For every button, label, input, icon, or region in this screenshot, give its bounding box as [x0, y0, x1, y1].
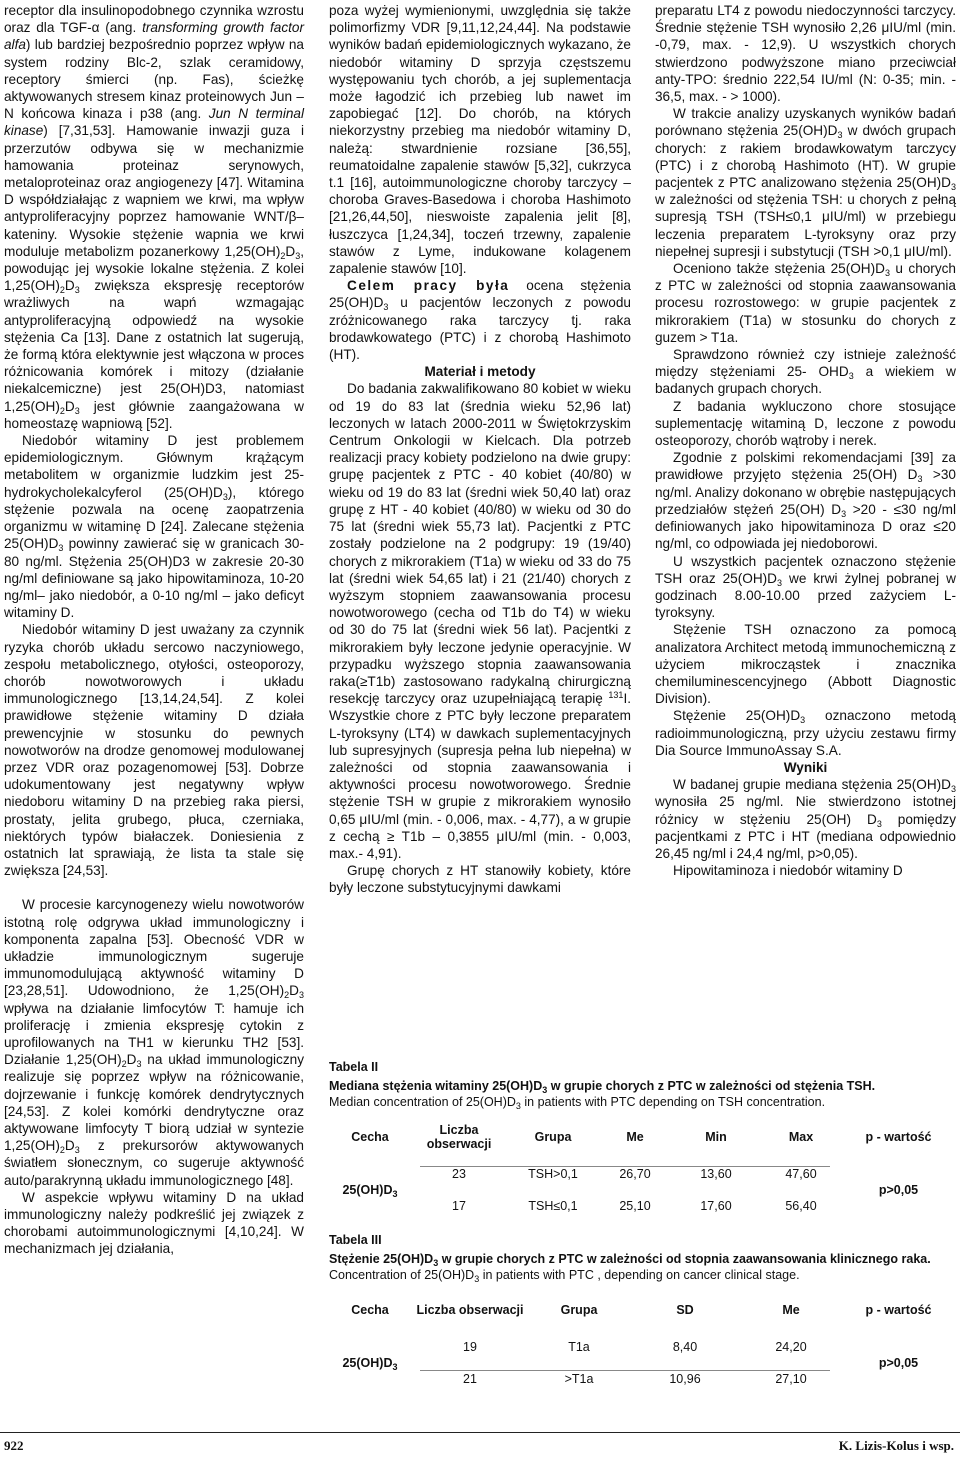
paragraph: W badanej grupie mediana stężenia $25(OH)D_3$ wynosiła 25 ng/ml. Nie stwierdzono istotnej różnicy w stężeniu 25(OH) $D_3$ pomiędzy pacjentkami z PTC i HT (mediana odpowiednio 26,45 ng/ml i 24,4 ng/ml, p>0,05). [655, 777, 956, 861]
table-cell: 21 [463, 1372, 477, 1386]
table-cell: TSH>0,1 [528, 1167, 578, 1181]
table-cell: 17 [452, 1199, 466, 1213]
table-3-label: Tabela III [329, 1233, 382, 1247]
table-header-cell: Grupa [534, 1130, 572, 1144]
table-3-divider [420, 1370, 830, 1371]
running-footer-authors: K. Lizis-Kolus i wsp. [838, 1438, 954, 1453]
table-feature-cell: $25(OH)D_3$ [342, 1183, 398, 1199]
table-cell: 10,96 [669, 1372, 701, 1386]
paragraph: W trakcie analizy uzyskanych wyników badań porównano stężenia $25(OH)D_3$ w dwóch grupach chorych: z rakiem brodawkowatym tarczycy (PTC) i z chorobą Hashimoto (HT). W grupie pacjentek z PTC analizowano stężenia $25(OH)D_3$ w zależności od stężenia TSH: u chorych z pełną supresją TSH (TSH≤0,1 μIU/ml) w przebiegu leczenia preparatem L-tyroksyny oraz przy niepełnej supresji i substytucji (TSH >0,1 μIU/ml). [655, 106, 956, 259]
table-row [329, 1331, 956, 1363]
table-p-value-cell: p>0,05 [878, 1356, 919, 1370]
table-header-cell: Cecha [351, 1130, 389, 1144]
paragraph: W aspekcie wpływu witaminy D na układ immunologiczny należy podkreślić jej związek z chorobami autoimmunologicznymi [4,10,24]. W mechanizmach jej działania, [4, 1189, 304, 1257]
table-2-label: Tabela II [329, 1060, 379, 1074]
table-cell: 47,60 [785, 1167, 817, 1181]
table-header-cell: Me [782, 1303, 800, 1317]
paragraph: Do badania zakwalifikowano 80 kobiet w wieku od 19 do 83 lat (średnia wieku 52,96 lat) leczonych w latach 2000-2011 w Świętokrzyskim Centrum Onkologii w Kielcach. Dla potrzeb realizacji pracy kobiety podzielono na dwie grupy: grupę pacjentek z PTC - 40 kobiet (40/80) w wieku od 19 do 83 lat (średni wiek 50,40 lat) oraz grupę z HT - 40 kobiet (40/80) w wieku od 30 do 75 lat (średni wiek 55,73 lat). Pacjentki z PTC zostały podzielone na 2 podgrupy: 19 (19/40) chorych z mikrorakiem (T1a) w wieku od 33 do 75 lat (średni wiek 54,65 lat) i 21 (21/40) chorych z wyższym stopniem zaawansowania procesu nowotworowego (cecha od T1b do T4) w wieku od 30 do 75 lat (średni wiek 56 lat). Pacjentki z mikrorakiem były leczone jedynie operacyjnie. W przypadku wyższego stopnia zaawansowania raka(≥T1b) zastosowano radykalną chirurgiczną resekcję tarczycy oraz uzupełniającą terapię $^{131}$I. Wszystkie chore z PTC były leczone preparatem L-tyroksyny (LT4) w dawkach suplementacyjnych lub supresyjnych (supresja pełna lub niepełna) w zależności od stopnia zaawansowania i aktywności procesu nowotworowego. Średnie stężenie TSH w grupie z mikrorakiem wynosiło 0,65 μIU/ml (min. - 0,006, max. - 4,77), a w grupie z cechą ≥ T1b – 0,3855 μIU/ml (min. - 0,003, max.- 4,91). [329, 381, 631, 861]
paragraph: poza wyżej wymienionymi, uwzględnia się także polimorfizmy VDR [9,11,12,24,44]. Na podstawie wyników badań epidemiologicznych wykazano, że niedobór witaminy D sprzyja częstszemu występowaniu tych chorób, a jej suplementacja może łagodzić ich przebieg lub nawet im zapobiegać [12]. Do chorób, na których niekorzystny przebieg ma niedobór witaminy D, należą: stwardnienie rozsiane [36,55], reumatoidalne zapalenie stawów [5,32], cukrzyca t.1 [16], autoimmunologiczne choroby tarczycy – choroba Graves-Basedowa i choroba Hashimoto [21,26,44,50], nieswoiste zapalenia jelit [8], łuszczyca [1,24,34], toczeń trzewny, zapalenie stawów z Lyme, indukowane kolagenem zapalenie stawów [10]. [329, 3, 631, 277]
table-2-block [329, 1060, 956, 1222]
paragraph: Zgodnie z polskimi rekomendacjami [39] za prawidłowe przyjęto stężenia 25(OH) $D_3 >30$ ng/ml. Analizy dokonano w obrębie następujących przedziałów stężeń 25(OH) $D_3 >20 - \le 30$ ng/ml definiowanych jako hipowitaminoza D oraz ≤20 ng/ml, co odpowiada jej niedoborowi. [655, 450, 957, 552]
table-cell: 26,70 [619, 1167, 651, 1181]
text-column-middle [329, 2, 631, 897]
table-header-row [329, 1116, 956, 1158]
table-3-title-en: Concentration of $25(OH)D_3$ in patients with PTC , depending on cancer clinical stage. [329, 1268, 800, 1284]
paragraph: receptor dla insulinopodobnego czynnika wzrostu oraz dla TGF-α (ang. transforming growth factor alfa) lub bardziej bezpośrednio poprzez wpływ na system rodziny Blc-2, szlak ceramidowy, receptory śmierci (np. Fas), ścieżkę aktywowanych stresem kinaz proteinowych Jun –N końcowa kinaza i p38 (ang. Jun N terminal kinase) [7,31,53]. Hamowanie inwazji guza i przerzutów odbywa się w mechanizmie hamowania proteinaz serynowych, metaloproteinaz oraz angiogenezy [47]. Witamina D współdziałając z wapniem we krwi, ma wpływ antyproliferacyjny poprzez hamowanie WNT/β–kateniny. Wysokie stężenie wapnia we krwi moduluje metabolizm pozanerkowy $1,25(OH)_2D_3$, powodując jej wysokie lokalne stężenia. Z kolei $1,25(OH)_2D_3$ zwiększa ekspresję receptorów wrażliwych na wapń wzmagając antyproliferacyjną odpowiedź na wysokie stężenia Ca [13]. Dane z ostatnich lat sugerują, że formą która elektywnie jest włączona w proces różnicowania komórek i mitozy (działanie niekalcemiczne) jest 25(OH)D3, natomiast $1,25(OH)_2D_3$ jest głównie zaangażowana w homeostazę wapniową [52]. [4, 3, 304, 431]
table-cell: 56,40 [785, 1199, 817, 1213]
table-feature-cell: $25(OH)D_3$ [342, 1356, 398, 1372]
table-header-cell: SD [676, 1303, 694, 1317]
paragraph: W procesie karcynogenezy wielu nowotworów istotną rolę odgrywa układ immunologiczny i komponenta zapalna [53]. Obecność VDR w układzie immunologicznym sugeruje immunomodulującą aktywność witaminy D [23,28,51]. Udowodniono, że $1,25(OH)_2D_3$ wpływa na działanie limfocytów T: hamuje ich proliferację i zmienia ekspresję cytokin z uprofilowanych na TH1 w kierunku TH2 [53]. Działanie $1,25(OH)_2D_3$ na układ immunologiczny realizuje się poprzez wpływ na różnicowanie, dojrzewanie i funkcję komórek dendrytycznych [24,53]. Z kolei komórki dendrytyczne oraz aktywowane limfocyty T biorą udział w syntezie $1,25(OH)_2D_3$ z prekursorów aktywowanych światłem słonecznym, co sugeruje aktywność auto/parakrynną układu immunologicznego [48]. [4, 897, 304, 1188]
table-2 [329, 1116, 956, 1222]
table-cell: 8,40 [672, 1340, 698, 1354]
paragraph: Z badania wykluczono chore stosujące suplementację witaminą D, leczone z powodu osteoporozy, chorób wątroby i nerek. [655, 398, 956, 449]
paragraph: Celem pracy była ocena stężenia $25(OH)D_3$ u pacjentów leczonych z powodu zróżnicowanego raka tarczycy tj. raka brodawkowatego (PTC) i z chorobą Hashimoto (HT). [329, 278, 631, 363]
table-header-cell: Cecha [351, 1303, 389, 1317]
section-heading: Wyniki [783, 759, 828, 775]
table-p-value-cell: p>0,05 [878, 1183, 919, 1197]
table-header-cell: Liczba obserwacji [416, 1303, 524, 1317]
text-column-right [655, 2, 956, 879]
table-3-title-pl: Stężenie $25(OH)D_3$ w grupie chorych z PTC w zależności od stopnia zaawansowania klinicznego raka. [329, 1252, 931, 1268]
text-column-left [4, 2, 304, 1258]
table-2-divider [420, 1166, 830, 1167]
table-row [329, 1158, 956, 1190]
table-cell: T1a [568, 1340, 590, 1354]
table-cell: 23 [452, 1167, 466, 1181]
table-cell: TSH≤0,1 [528, 1199, 578, 1213]
paragraph: Stężenie TSH oznaczono za pomocą analizatora Architect metodą immunochemiczną z użyciem mikrocząstek i znacznika chemiluminescencyjnego (Abbott Diagnostic Division). [655, 622, 956, 707]
table-cell: 27,10 [775, 1372, 807, 1386]
table-header-cell: p - wartość [865, 1130, 932, 1144]
table-header-row [329, 1289, 956, 1331]
paragraph: Sprawdzono również czy istnieje zależność między stężeniami 25- $OHD_3$ a wiekiem w badanych grupach chorych. [655, 347, 957, 397]
page-number: 922 [4, 1438, 24, 1453]
table-cell: 19 [463, 1340, 477, 1354]
paragraph: Grupę chorych z HT stanowiły kobiety, które były leczone substytucyjnymi dawkami [329, 863, 631, 896]
paragraph: Oceniono także stężenia $25(OH)D_3$ u chorych z PTC w zależności od stopnia zaawansowania procesu rozrostowego: w grupie pacjentek z mikrorakiem (T1a) w stosunku do chorych z guzem > T1a. [655, 261, 956, 345]
table-header-cell: Min [705, 1130, 727, 1144]
paragraph: Hipowitaminoza i niedobór witaminy D [673, 863, 903, 879]
table-3 [329, 1289, 956, 1395]
table-cell: 13,60 [700, 1167, 732, 1181]
table-2-title-en: Median concentration of $25(OH)D_3$ in patients with PTC depending on TSH concentration. [329, 1095, 826, 1111]
table-header-cell: Liczba obserwacji [426, 1123, 492, 1151]
footer-rule [0, 1432, 960, 1433]
table-cell: 25,10 [619, 1199, 651, 1213]
paragraph: U wszystkich pacjentek oznaczono stężenie TSH oraz $25(OH)D_3$ we krwi żylnej pobranej w godzinach 8.00-10.00 przed zażyciem L-tyroksyny. [655, 553, 956, 621]
table-header-cell: p - wartość [865, 1303, 932, 1317]
paragraph: preparatu LT4 z powodu niedoczynności tarczycy. Średnie stężenie TSH wynosiło 2,26 μIU/ml (min. -0,79, max. - 12,9). U wszystkich chorych stwierdzono podwyższone miano przeciwciał anty-TPO: średnio 222,54 IU/ml (N: 0-35; min. - 36,5, max. - > 1000). [655, 3, 956, 105]
paragraph: Stężenie $25(OH)D_3$ oznaczono metodą radioimmunologiczną, przy użyciu zestawu firmy Dia Source ImmunoAssay S.A. [655, 708, 956, 758]
table-cell: 17,60 [700, 1199, 732, 1213]
section-heading: Materiał i metody [424, 364, 536, 380]
table-header-cell: Max [788, 1130, 814, 1144]
table-2-title-pl: Mediana stężenia witaminy $25(OH)D_3$ w grupie chorych z PTC w zależności od stężenia TSH. [329, 1079, 876, 1095]
paragraph: Niedobór witaminy D jest uważany za czynnik ryzyka chorób układu sercowo naczyniowego, zespołu metabolicznego, otyłości, osteoporozy, chorób nowotworowych i układu immunologicznego [13,14,24,54]. Z kolei prawidłowe stężenie witaminy D działa prewencyjnie w stosunku do pewnych nowotworów na drodze genomowej modulowanej przez VDR oraz pozagenomowej [53]. Dobrze udokumentowany jest negatywny wpływ niedoboru witaminy D na przebieg raka piersi, prostaty, jelita grubego, płuca, czerniaka, niektórych typów białaczek. Doniesienia z ostatnich lat sprawiają, że lista ta stale się zwiększa [24,53]. [4, 622, 304, 879]
table-cell: 24,20 [775, 1340, 807, 1354]
paragraph: Niedobór witaminy D jest problemem epidemiologicznym. Głównym krążącym metabolitem w organizmie ludzkim jest 25-hydrokycholekalcyferol $(25(OH)D_3)$, którego stężenie pozwala na ocenę zaopatrzenia organizmu w witaminę D [24]. Zalecane stężenia $25(OH)D_3$ powinny zawierać się w granicach 30-80 ng/ml. Stężenia 25(OH)D3 w zakresie 20-30 ng/ml definiowane są jako hipowitaminoza, 10-20 ng/ml– jako niedobór, a 0-10 ng/ml – jako deficyt witaminy D. [4, 433, 305, 621]
table-cell: >T1a [564, 1372, 594, 1386]
table-header-cell: Me [626, 1130, 644, 1144]
table-header-cell: Grupa [560, 1303, 598, 1317]
